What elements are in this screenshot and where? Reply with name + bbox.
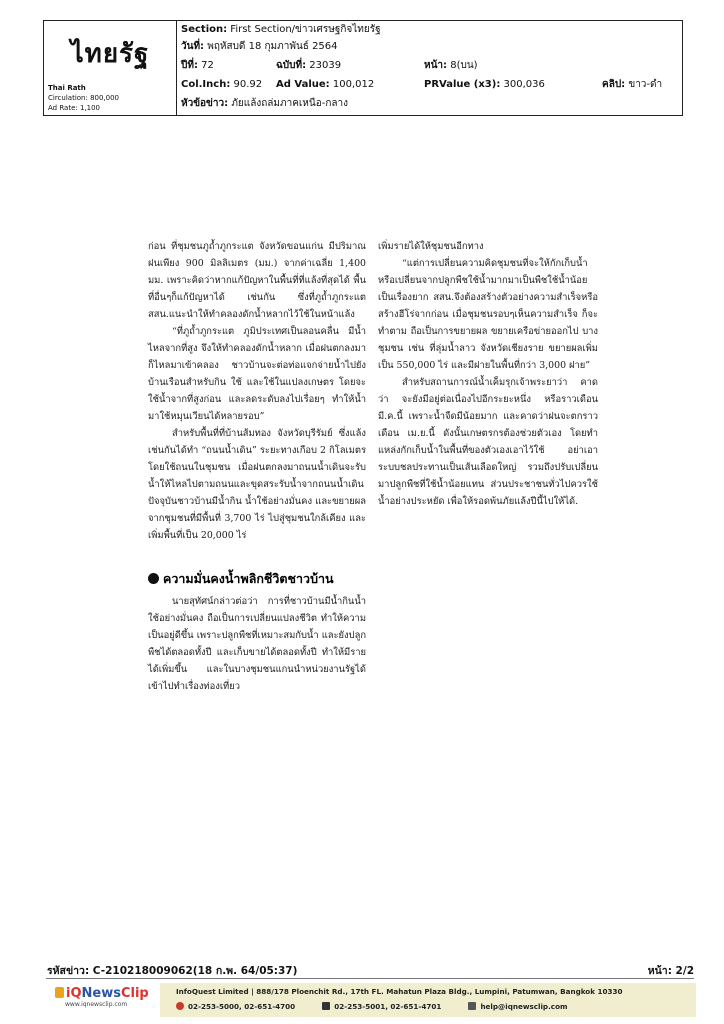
colinch-value: 90.92	[233, 79, 263, 90]
phone-numbers: 02-253-5000, 02-651-4700	[188, 1002, 296, 1011]
news-code: รหัสข่าว: C-210218009062(18 ก.พ. 64/05:37)	[47, 965, 298, 977]
paragraph: ก่อน ที่ชุมชนภูถ้ำภูกระแต จังหวัดขอนแก่น มีปริมาณฝนเพียง 900 มิลลิเมตร (มม.) จากค่าเฉลี่ย 1,400 มม. เพราะคิดว่าหากแก้ปัญหาในพื้นที่ที่แล้งที่สุดได้ พื้นที่อื่นๆก็แก้ปัญหาได้ เช่นกัน ซึ่งที่ภูถ้ำภูกระแต สสน.แนะนำให้ทำคลองดักน้ำหลากไว้ใช้ในหน้าแล้ง	[148, 241, 366, 320]
colinch-label: Col.Inch:	[181, 79, 231, 90]
year-label: ปีที่:	[181, 60, 198, 71]
date-row	[181, 40, 338, 54]
issue-value: 23039	[309, 60, 342, 71]
subheading-text: ความมั่นคงน้ำพลิกชีวิตชาวบ้าน	[163, 571, 334, 586]
article-column-right	[378, 238, 598, 510]
paragraph: “แต่การเปลี่ยนความคิดชุมชนที่จะให้กักเก็บน้ำหรือเปลี่ยนจากปลูกพืชใช้น้ำมากมาเป็นพืชใช้น้ำน้อย เป็นเรื่องยาก สสน.จึงต้องสร้างตัวอย่างความสำเร็จหรือสร้างฮีโร่จากก่อน เมื่อชุมชนรอบๆเห็นความสำเร็จ ก็จะทำตาม ถือเป็นการขยายผล ขยายเครือข่ายออกไป บางชุมชน เช่น ที่ลุ่มน้ำลาว จังหวัดเชียงราย ขยายผลเพิ่มเป็น 550,000 ไร่ และมีฝายในพื้นที่กว่า 3,000 ฝาย”	[378, 258, 598, 371]
fax-icon	[322, 1002, 330, 1010]
brand-url: www.iqnewsclip.com	[65, 1001, 128, 1008]
date-label: วันที่:	[181, 41, 205, 52]
company-address: InfoQuest Limited | 888/178 Ploenchit Rd., 17th FL. Mahatun Plaza Bldg., Lumpini, Patumwan, Bangkok 10330	[176, 987, 623, 996]
page-indicator: หน้า: 2/2	[647, 965, 694, 977]
page-label: หน้า:	[424, 60, 448, 71]
brand-icon	[55, 987, 64, 998]
section-row	[181, 23, 381, 37]
brand-clip: Clip	[120, 986, 149, 1001]
brand-mark	[55, 986, 149, 1001]
footer-divider	[46, 978, 694, 979]
phone-icon	[176, 1002, 184, 1010]
clipping-header	[43, 20, 683, 116]
section-value: First Section/ข่าวเศรษฐกิจไทยรัฐ	[230, 24, 381, 35]
headline-value: ภัยแล้งถล่มภาคเหนือ-กลาง	[231, 98, 349, 109]
pr-value-label: PRValue (x3):	[424, 79, 501, 90]
paragraph: สำหรับพื้นที่ที่บ้านส้มทอง จังหวัดบุรีรัมย์ ซึ่งแล้งเช่นกันได้ทำ “ถนนน้ำเดิน” ระยะทางเกือบ 2 กิโลเมตร โดยใช้ถนนในชุมชน เมื่อฝนตกลงมาถนนน้ำเดินจะรับน้ำให้ไหลไปตามถนนและขุดสระรับน้ำจากถนนน้ำเดิน ปัจจุบันชาวบ้านมีน้ำกิน น้ำใช้อย่างมั่นคง และขยายผลจากชุมชนที่มีพื้นที่ 3,700 ไร่ ไปสู่ชุมชนใกล้เคียง และเพิ่มพื้นที่เป็น 20,000 ไร่	[148, 428, 366, 541]
issue-row	[276, 59, 341, 73]
contact-line	[176, 1002, 568, 1011]
clip-row	[602, 78, 662, 92]
clip-label: คลิป:	[602, 79, 626, 90]
circulation: Circulation: 800,000	[48, 94, 120, 102]
pr-value-value: 300,036	[503, 79, 545, 90]
clip-value: ขาว-ดำ	[628, 79, 663, 90]
page-row	[424, 59, 478, 73]
year-value: 72	[201, 60, 214, 71]
email-icon	[468, 1002, 476, 1010]
bullet-icon	[148, 573, 159, 584]
headline-row	[181, 97, 348, 111]
date-value: พฤหัสบดี 18 กุมภาพันธ์ 2564	[207, 41, 338, 52]
paragraph: เพิ่มรายได้ให้ชุมชนอีกทาง	[378, 241, 484, 252]
publication-logo: ไทยรัฐ	[70, 39, 150, 69]
article-column-left	[148, 238, 366, 695]
paragraph: “ที่ภูถ้ำภูกระแต ภูมิประเทศเป็นลอนคลื่น มีน้ำไหลจากที่สูง จึงให้ทำคลองดักน้ำหลาก เมื่อฝนตกลงมาก็ไหลมาเข้าคลอง ชาวบ้านจะต่อท่อแจกจ่ายน้ำไปยังบ้านเรือนสำหรับกิน ใช้ และใช้ในแปลงเกษตร โดยจะใช้น้ำจากที่สูงก่อน และลดระดับลงไปเรื่อยๆ ทำให้น้ำมาใช้หมุนเวียนได้หลายรอบ”	[148, 326, 366, 422]
paragraph: นายสุทัศน์กล่าวต่อว่า การที่ชาวบ้านมีน้ำกินน้ำใช้อย่างมั่นคง ถือเป็นการเปลี่ยนแปลงชีวิต ทำให้ความเป็นอยู่ดีขึ้น เพราะปลูกพืชที่เหมาะสมกับน้ำ และยังปลูกพืชได้ตลอดทั้งปี และเก็บขายได้ตลอดทั้งปี ทำให้มีรายได้เพิ่มขึ้น และในบางชุมชนแกนนำหน่วยงานรัฐได้เข้าไปทำเรื่องท่องเที่ยว	[148, 596, 366, 692]
paragraph: สำหรับสถานการณ์น้ำเค็มรุกเจ้าพระยาว่า คาดว่า จะยังมีอยู่ต่อเนื่องไปอีกระยะหนึ่ง หรือราวเดือน มี.ค.นี้ เพราะน้ำจืดมีน้อยมาก และคาดว่าฝนจะตกราวเดือน เม.ย.นี้ ดังนั้นเกษตรกรต้องช่วยตัวเอง โดยทำแหล่งกักเก็บน้ำในพื้นที่ของตัวเองเอาไว้ใช้ อย่าเอาระบบชลประทานเป็นเส้นเลือดใหญ่ รวมถึงปรับเปลี่ยนมาปลูกพืชที่ใช้น้ำน้อยแทน ส่วนประชาชนทั่วไปควรใช้น้ำอย่างประหยัด เพื่อให้รอดพ้นภัยแล้งปีนี้ไปให้ได้.	[378, 377, 598, 507]
section-label: Section:	[181, 24, 228, 35]
email-address[interactable]: help@iqnewsclip.com	[480, 1002, 568, 1011]
publication-cell	[44, 21, 177, 115]
footer-contact-box	[160, 983, 696, 1017]
ad-value-label: Ad Value:	[276, 79, 330, 90]
issue-label: ฉบับที่:	[276, 60, 307, 71]
page-value: 8(บน)	[450, 60, 478, 71]
brand-iq: iQ	[66, 986, 82, 1001]
ad-value-value: 100,012	[332, 79, 375, 90]
year-row	[181, 59, 214, 73]
ad-value-row	[276, 78, 374, 92]
subheading	[148, 570, 366, 587]
ad-rate: Ad Rate: 1,100	[48, 104, 101, 112]
publication-name: Thai Rath	[48, 84, 86, 92]
pr-value-row	[424, 78, 545, 92]
fax-numbers: 02-253-5001, 02-651-4701	[334, 1002, 442, 1011]
iqnewsclip-logo	[55, 984, 150, 1014]
brand-news: News	[81, 986, 121, 1001]
colinch-row	[181, 78, 262, 92]
headline-label: หัวข้อข่าว:	[181, 98, 229, 109]
